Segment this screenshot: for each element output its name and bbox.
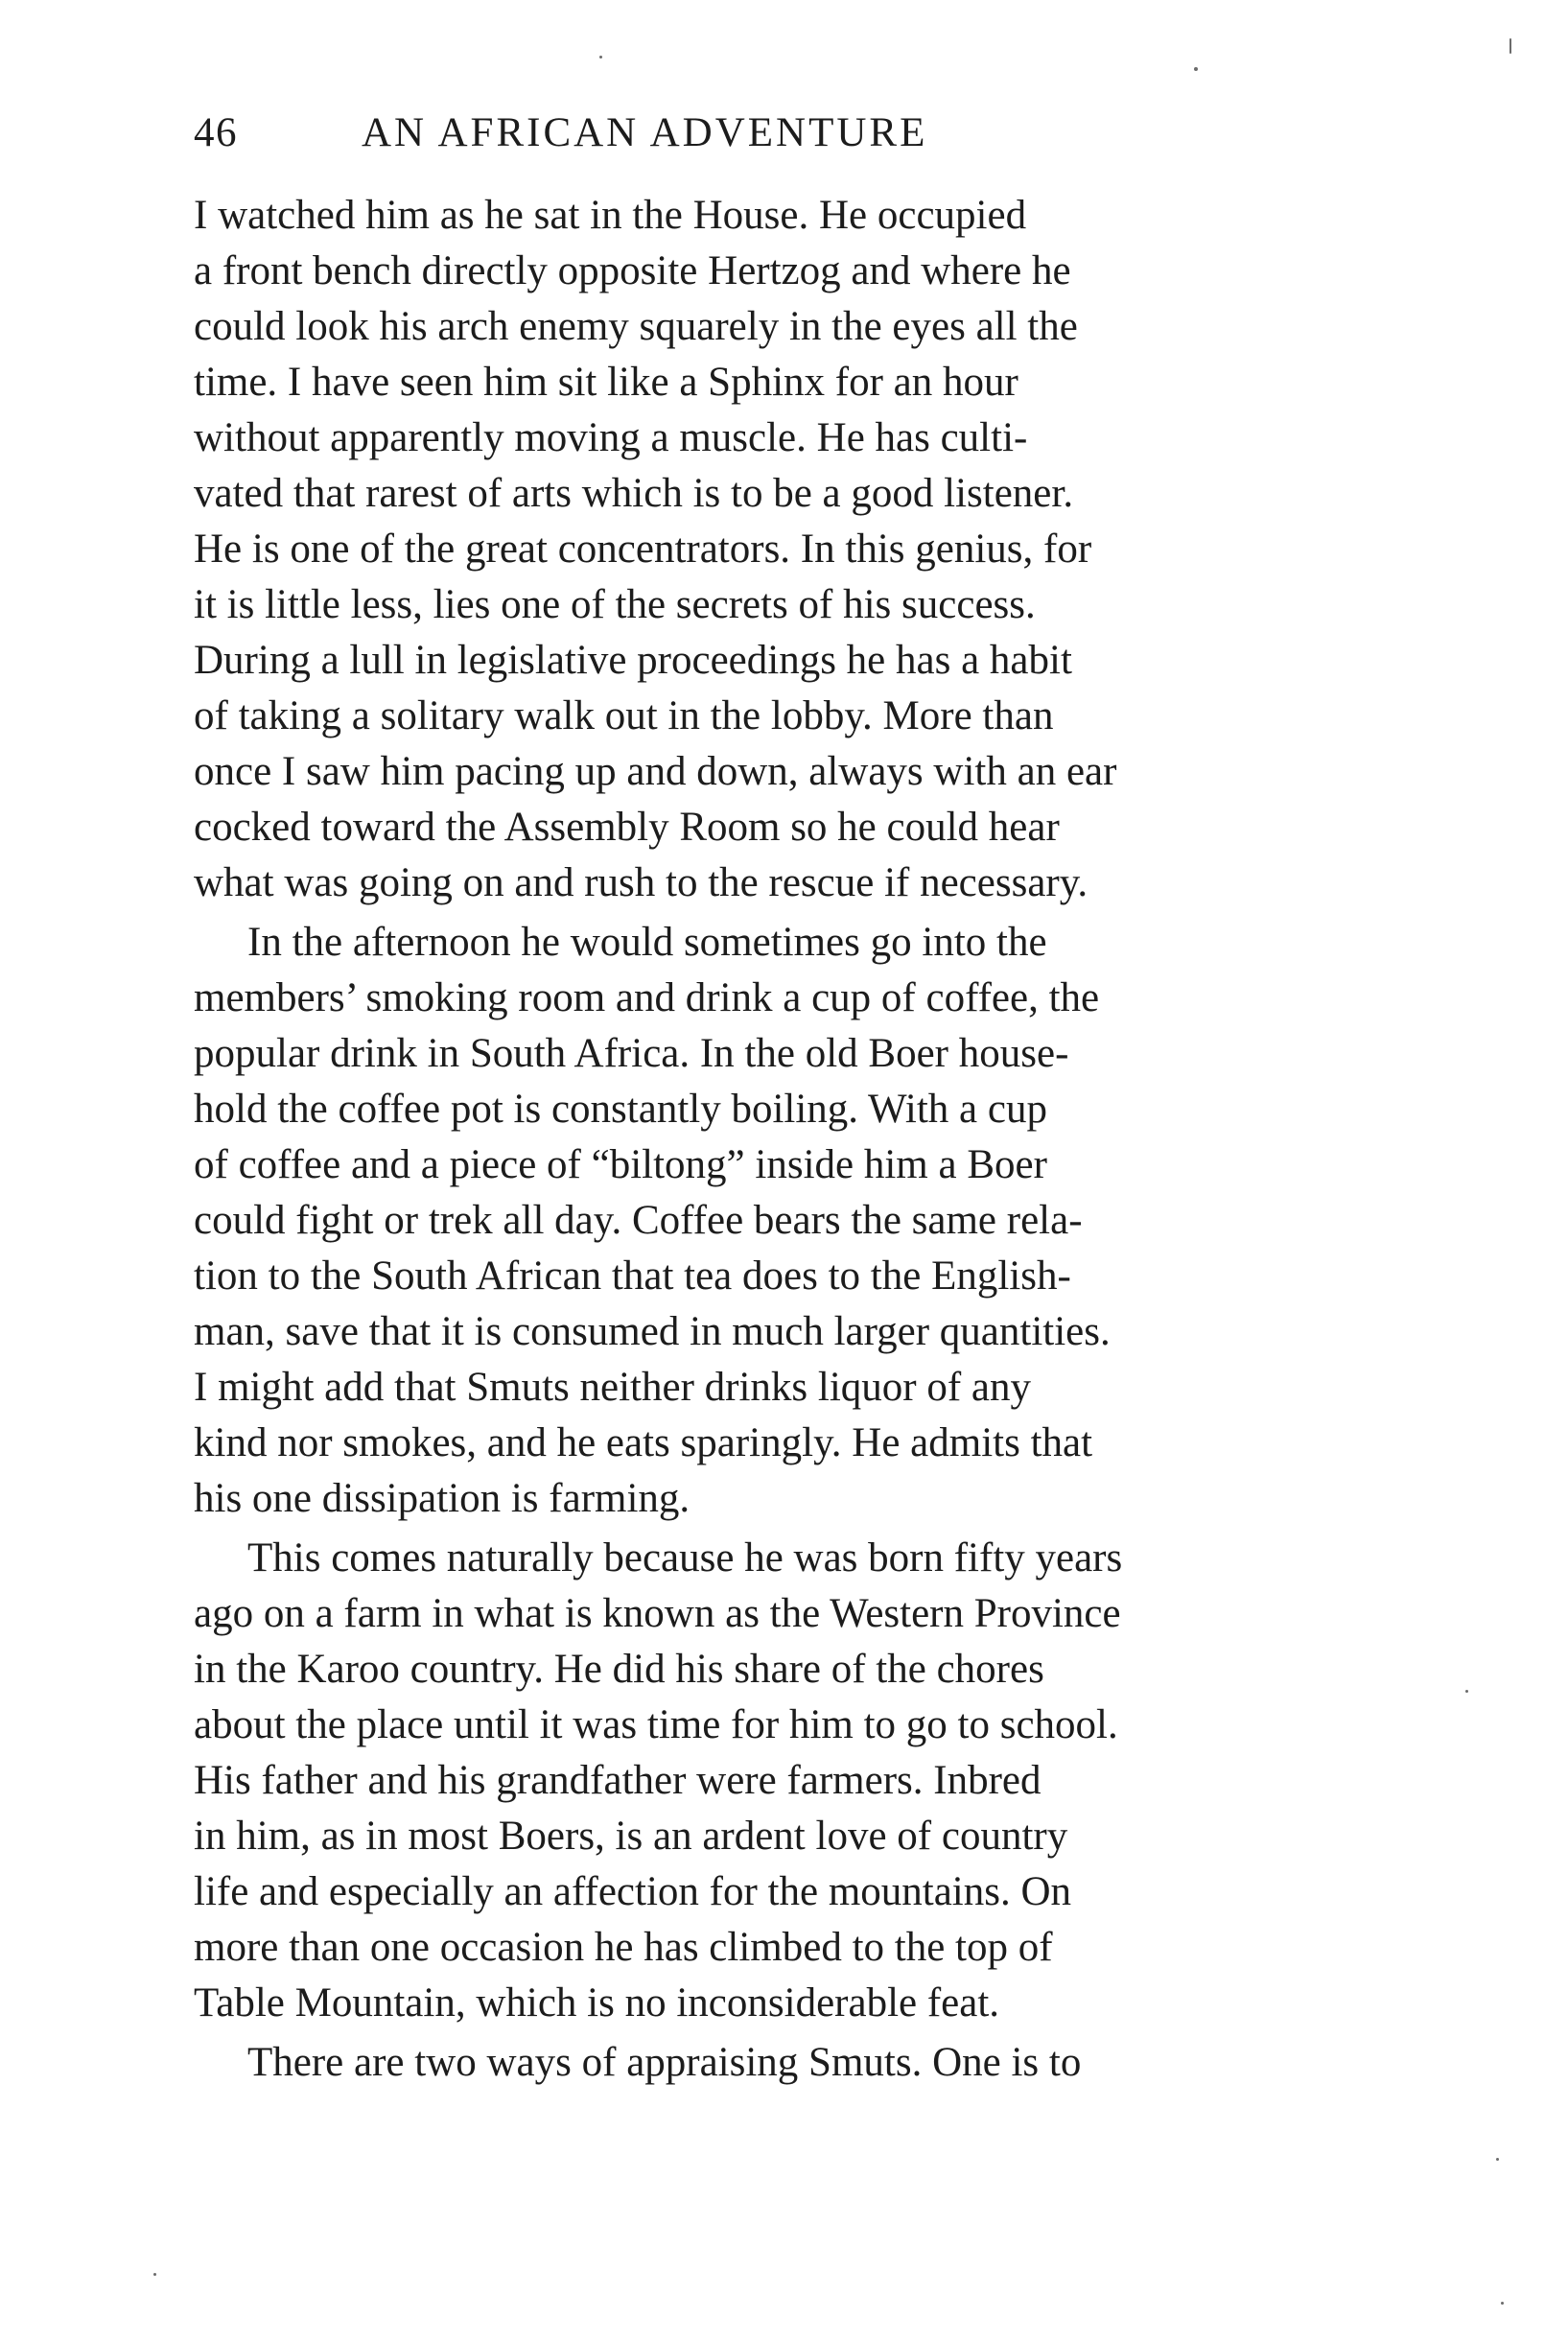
text-line: cocked toward the Assembly Room so he could hear (194, 805, 1060, 850)
paper-speck (1496, 2158, 1499, 2161)
text-line: his one dissipation is farming. (194, 1476, 690, 1521)
text-line: I might add that Smuts neither drinks liquor of any (194, 1365, 1032, 1410)
text-line: more than one occasion he has climbed to the top of (194, 1925, 1053, 1970)
text-line: time. I have seen him sit like a Sphinx for an hour (194, 360, 1018, 405)
text-line: a front bench directly opposite Hertzog and where he (194, 248, 1071, 293)
text-line: in the Karoo country. He did his share of the chores (194, 1647, 1044, 1692)
paper-speck (599, 56, 602, 59)
text-line: tion to the South African that tea does to the English- (194, 1253, 1071, 1299)
text-line: once I saw him pacing up and down, always with an ear (194, 749, 1117, 794)
text-line: popular drink in South Africa. In the old Boer house- (194, 1031, 1069, 1076)
paragraph-start-line: In the afternoon he would sometimes go into the (247, 920, 1047, 965)
paper-speck (1194, 67, 1198, 71)
paragraph-start-line: This comes naturally because he was born fifty years (247, 1535, 1123, 1581)
text-line: Table Mountain, which is no inconsiderable feat. (194, 1980, 1000, 2026)
text-line: I watched him as he sat in the House. He occupied (194, 193, 1027, 238)
text-line: man, save that it is consumed in much larger quantities. (194, 1309, 1111, 1354)
text-line: of taking a solitary walk out in the lobby. More than (194, 693, 1054, 738)
paper-speck (153, 2273, 156, 2276)
text-line: without apparently moving a muscle. He has culti- (194, 415, 1028, 460)
text-line: about the place until it was time for him to go to school. (194, 1702, 1118, 1747)
text-line: could look his arch enemy squarely in the eyes all the (194, 304, 1078, 349)
text-line: what was going on and rush to the rescue if necessary. (194, 860, 1088, 905)
paper-speck (1509, 38, 1511, 54)
text-line: could fight or trek all day. Coffee bears the same rela- (194, 1198, 1083, 1243)
text-line: in him, as in most Boers, is an ardent love of country (194, 1814, 1068, 1859)
text-line: ago on a farm in what is known as the Western Province (194, 1591, 1121, 1636)
text-line: it is little less, lies one of the secrets of his success. (194, 582, 1036, 627)
text-line: of coffee and a piece of “biltong” inside him a Boer (194, 1142, 1047, 1187)
paper-speck (1465, 1690, 1468, 1693)
paper-speck (1501, 2302, 1504, 2305)
page-header (194, 104, 1345, 163)
text-line: members’ smoking room and drink a cup of coffee, the (194, 975, 1100, 1020)
running-title: AN AFRICAN ADVENTURE (362, 110, 928, 155)
text-line: kind nor smokes, and he eats sparingly. He admits that (194, 1420, 1093, 1465)
text-line: hold the coffee pot is constantly boiling. With a cup (194, 1087, 1047, 1132)
text-line: His father and his grandfather were farmers. Inbred (194, 1758, 1041, 1803)
paragraph-start-line: There are two ways of appraising Smuts. One is to (247, 2040, 1082, 2085)
text-line: He is one of the great concentrators. In this genius, for (194, 527, 1092, 572)
text-line: life and especially an affection for the mountains. On (194, 1869, 1072, 1914)
text-line: During a lull in legislative proceedings he has a habit (194, 638, 1072, 683)
text-line: vated that rarest of arts which is to be a good listener. (194, 471, 1074, 516)
page-number: 46 (194, 110, 238, 155)
